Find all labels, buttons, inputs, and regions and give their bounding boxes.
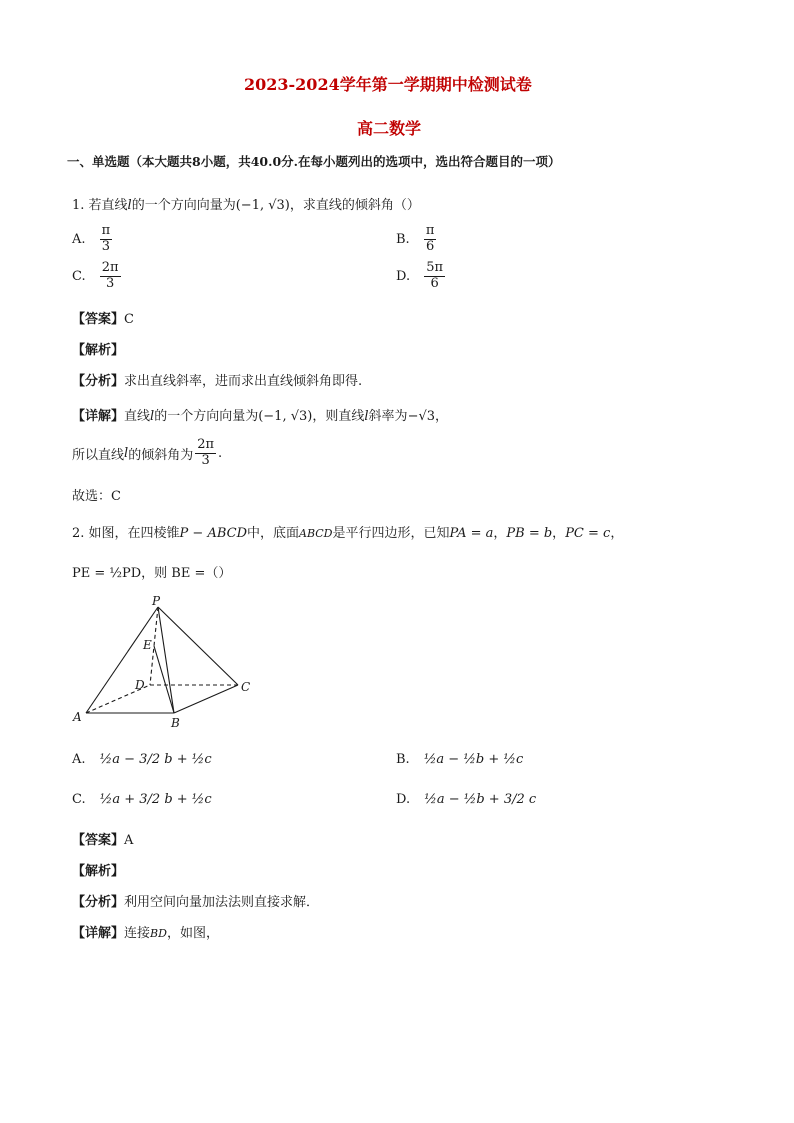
q1-answer — [72, 308, 134, 327]
q2-stem-line2: PE = ½PD，则 BE =（） — [72, 566, 232, 581]
detail-text: ，则直线 — [312, 409, 365, 424]
q1-var-l: l — [127, 198, 132, 213]
detail-text: 斜率为 — [368, 409, 408, 424]
q2-stem: 2. 如图，在四棱锥P − ABCD中，底面ABCD是平行四边形，已知PA = a，PB = b，PC = c， — [72, 526, 624, 541]
detail-tag: 【详解】 — [72, 926, 125, 941]
section-heading: 一、单选题（本大题共8小题，共40.0分.在每小题列出的选项中，选出符合题目的一项） — [67, 154, 561, 169]
q2-jiexi: 【解析】 — [72, 864, 125, 879]
q2-analysis — [72, 891, 319, 910]
answer-value: A — [124, 833, 134, 848]
var-l: l — [150, 409, 155, 424]
detail-text: . — [218, 445, 223, 461]
var-l: l — [124, 445, 129, 461]
option-denominator: 3 — [101, 238, 111, 254]
option-letter: B. — [396, 231, 410, 247]
option-denominator: 6 — [430, 275, 439, 291]
q2-stem-text-3: 是平行四边形，已知 — [332, 526, 450, 541]
edge-pa — [86, 607, 158, 713]
answer-value: C — [124, 312, 134, 327]
analysis-text: 利用空间向量加法法则直接求解． — [124, 895, 320, 910]
detail-text: ，如图， — [166, 926, 219, 941]
q2-eq-pc: PC = c — [565, 526, 611, 541]
detail-text: 的一个方向向量为 — [154, 409, 259, 424]
option-expression: ½a − ½b + ½c — [423, 752, 524, 767]
detail-text: 直线 — [124, 409, 151, 424]
option-denominator: 3 — [106, 275, 115, 291]
q1-detail — [72, 405, 448, 424]
detail-tag: 【详解】 — [72, 409, 125, 424]
option-letter: A. — [72, 231, 86, 247]
answer-tag: 【答案】 — [72, 833, 125, 848]
q1-option-b — [396, 224, 438, 255]
edge-pc — [158, 607, 238, 685]
edge-bc — [174, 685, 238, 713]
option-letter: C. — [72, 268, 86, 284]
option-letter: A. — [72, 752, 86, 767]
detail-text: ， — [435, 409, 449, 424]
segment-be — [154, 646, 174, 713]
q1-jiexi: 【解析】 — [72, 343, 125, 358]
q2-stem-text: 2. 如图，在四棱锥 — [72, 526, 180, 541]
q2-eq-pb: PB = b — [506, 526, 553, 541]
q2-option-d — [396, 792, 536, 807]
pyramid-figure — [68, 595, 268, 735]
q2-answer — [72, 829, 133, 848]
q1-stem — [72, 194, 420, 213]
option-numerator: 5π — [426, 260, 444, 275]
segment-name: BD — [150, 927, 167, 940]
label-p: P — [152, 595, 161, 608]
q1-stem-text-3: ，求直线的倾斜角（） — [289, 198, 420, 213]
option-numerator: π — [101, 223, 111, 238]
q2-option-c — [72, 792, 212, 807]
q1-stem-text: 1. 若直线 — [72, 198, 128, 213]
option-letter: D. — [396, 268, 411, 284]
q2-eq-pa: PA = a — [449, 526, 494, 541]
edge-pb — [158, 607, 174, 713]
analysis-tag: 【分析】 — [72, 895, 125, 910]
subject-title: 高二数学 — [357, 119, 422, 138]
q1-stem-text-2: 的一个方向向量为 — [131, 198, 236, 213]
option-expression: ½a − ½b + 3/2 c — [424, 792, 537, 807]
option-numerator: 2π — [101, 260, 119, 275]
q1-option-a — [72, 224, 114, 255]
q1-option-c — [72, 261, 123, 292]
option-letter: D. — [396, 792, 411, 807]
angle-denominator: 3 — [201, 452, 210, 468]
direction-vector: (−1, √3) — [258, 409, 313, 424]
q1-guxuan: 故选：C — [72, 489, 121, 504]
detail-text: 的倾斜角为 — [128, 447, 194, 463]
detail-text: 连接 — [124, 926, 151, 941]
q1-detail-line2 — [72, 438, 222, 469]
slope-value: −√3 — [407, 409, 436, 424]
q2-pyramid-name: P − ABCD — [179, 526, 248, 541]
q1-option-d — [396, 261, 447, 292]
label-b: B — [171, 716, 180, 730]
label-e: E — [143, 638, 152, 652]
angle-numerator: 2π — [197, 437, 215, 452]
q1-direction-vector: (−1, √3) — [235, 198, 290, 213]
label-c: C — [241, 680, 251, 694]
q2-option-a — [72, 752, 212, 767]
q2-stem-text-2: 中，底面 — [247, 526, 300, 541]
analysis-text: 求出直线斜率，进而求出直线倾斜角即得. — [124, 374, 363, 389]
q2-base-name: ABCD — [299, 527, 333, 540]
option-expression: ½a − 3/2 b + ½c — [99, 752, 212, 767]
exam-title: 2023-2024学年第一学期期中检测试卷 — [244, 75, 532, 94]
q2-detail — [72, 922, 219, 941]
option-letter: B. — [396, 752, 410, 767]
option-denominator: 6 — [425, 238, 435, 254]
label-a: A — [73, 710, 82, 724]
option-letter: C. — [72, 792, 86, 807]
option-numerator: π — [425, 223, 435, 238]
detail-text: 所以直线 — [72, 447, 125, 463]
answer-tag: 【答案】 — [72, 312, 125, 327]
analysis-tag: 【分析】 — [72, 374, 125, 389]
label-d: D — [135, 678, 145, 692]
var-l: l — [364, 409, 369, 424]
option-expression: ½a + 3/2 b + ½c — [99, 792, 212, 807]
q1-analysis — [72, 370, 362, 389]
q2-option-b — [396, 752, 523, 767]
